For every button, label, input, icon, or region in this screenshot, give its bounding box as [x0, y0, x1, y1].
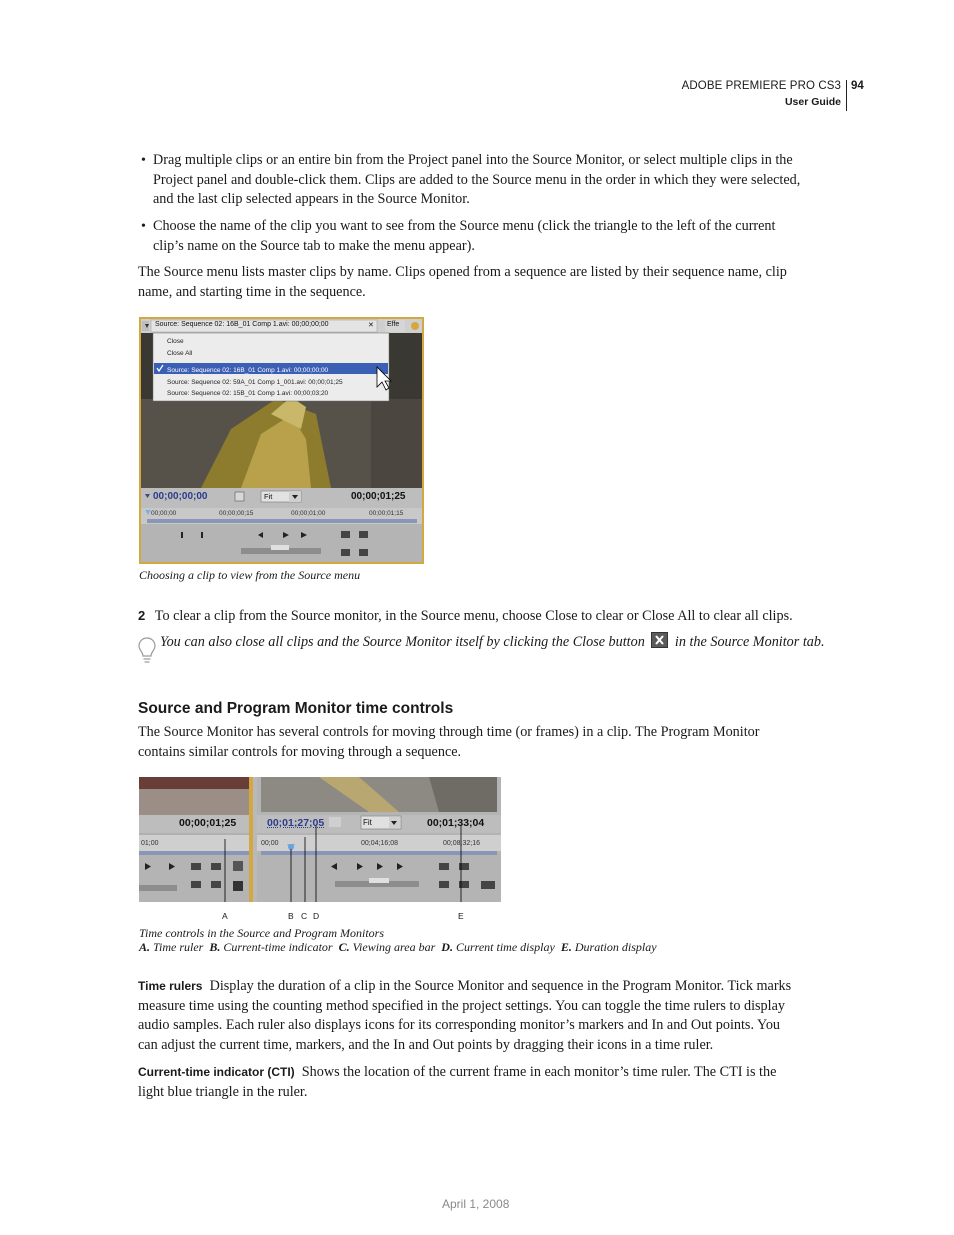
menu-item-clip[interactable]: Source: Sequence 02: 16B_01 Comp 1.avi: 00;00;00;00: [167, 367, 329, 375]
callout-c: C: [301, 911, 308, 921]
menu-item-close[interactable]: Close: [167, 338, 184, 345]
tip-text-after: in the Source Monitor tab.: [674, 634, 825, 650]
close-button-icon: [651, 632, 668, 648]
legend-key: E.: [560, 940, 572, 954]
callout-d: D: [313, 911, 320, 921]
duration-display: 00;00;01;25: [351, 491, 406, 502]
legend-label: Viewing area bar: [352, 940, 436, 954]
bullet-line: Drag multiple clips or an entire bin from the Project panel into the Source Monitor, or select multiple clips in the: [153, 152, 793, 168]
definition-line: can adjust the current time, markers, and the In and Out points by dragging their icons in a time ruler.: [138, 1036, 714, 1053]
step-2: [138, 606, 838, 627]
section-heading: Source and Program Monitor time controls: [138, 700, 454, 717]
figure-caption: Choosing a clip to view from the Source menu: [139, 568, 361, 582]
effects-tab-label[interactable]: Effe: [387, 321, 400, 328]
close-icon[interactable]: ✕: [368, 322, 374, 329]
definition-line: audio samples. Each ruler also displays icons for its corresponding monitor’s markers and In and Out points. You: [138, 1017, 781, 1034]
page-number: 94: [851, 80, 864, 92]
bullet-item: [153, 217, 833, 256]
callout-b: B: [288, 911, 294, 921]
callout-a: A: [222, 911, 228, 921]
definition-line: Display the duration of a clip in the Source Monitor and sequence in the Program Monitor. Tick marks: [209, 978, 792, 994]
source-menu: [167, 336, 343, 400]
menu-item-clip[interactable]: Source: Sequence 02: 59A_01 Comp 1_001.avi: 00;00;01;25: [167, 378, 343, 386]
left-ruler-label: 01;00: [141, 840, 159, 847]
definition-line: measure time using the counting method specified in the project settings. You can toggle the time rulers to display: [138, 997, 785, 1014]
bullet-line: Project panel and double-click them. Clips are added to the Source menu in the order in which they were selected,: [153, 171, 801, 188]
current-time-display[interactable]: 00;00;00;00: [153, 491, 208, 502]
definition-cti: [138, 1063, 828, 1102]
bullet-line: and the last clip selected appears in the Source Monitor.: [153, 191, 470, 208]
bullet-line: clip’s name on the Source tab to make the menu appear).: [153, 237, 475, 254]
tip-text: [160, 632, 840, 653]
bullet-item: [153, 151, 833, 210]
ruler-label: 00;00;01;15: [369, 510, 404, 517]
running-header-subtitle: User Guide: [784, 96, 841, 108]
source-tab-label[interactable]: Source: Sequence 02: 16B_01 Comp 1.avi: 00;00;00;00: [155, 321, 329, 328]
paragraph: [138, 263, 828, 302]
tip-text-before: You can also close all clips and the Source Monitor itself by clicking the Close button: [160, 634, 645, 650]
definition-term: Time rulers: [138, 979, 203, 993]
ruler-label: 00;00: [261, 840, 279, 847]
callout-e: E: [458, 911, 464, 921]
definition-term: Current-time indicator (CTI): [138, 1065, 295, 1079]
paragraph-line: name, and starting time in the sequence.: [138, 283, 366, 300]
duration-display: 00;01;33;04: [427, 817, 485, 829]
paragraph-line: The Source menu lists master clips by name. Clips opened from a sequence are listed by their sequence name, clip: [138, 264, 787, 280]
source-menu-screenshot: [139, 317, 424, 564]
legend-key: C.: [338, 940, 350, 954]
step-number: 2: [138, 608, 146, 623]
legend-key: A.: [139, 940, 151, 954]
bullet-marker: •: [141, 219, 146, 234]
legend-label: Duration display: [574, 940, 657, 954]
step-text: To clear a clip from the Source monitor, in the Source menu, choose Close to clear or Close All to clear all clips.: [154, 608, 793, 624]
ruler-label: 00;00;01;00: [291, 510, 326, 517]
left-duration-display: 00;00;01;25: [179, 817, 237, 829]
section-intro: [138, 723, 828, 762]
caption-legend: [139, 940, 657, 954]
ruler-label: 00;00;00: [151, 510, 177, 517]
legend-label: Current-time indicator: [223, 940, 333, 954]
zoom-select[interactable]: Fit: [264, 492, 273, 501]
bullet-line: Choose the name of the clip you want to see from the Source menu (click the triangle to the left of the current: [153, 218, 776, 234]
header-divider: [846, 80, 847, 111]
definition-line: Shows the location of the current frame in each monitor’s time ruler. The CTI is the: [301, 1064, 777, 1080]
ruler-label: 00;08;32;16: [443, 840, 480, 847]
ruler-label: 00;04;16;08: [361, 840, 398, 847]
footer-date: April 1, 2008: [442, 1197, 510, 1211]
figure-caption: [139, 926, 657, 954]
menu-item-close-all[interactable]: Close All: [167, 349, 193, 357]
legend-key: B.: [209, 940, 221, 954]
paragraph-line: The Source Monitor has several controls for moving through time (or frames) in a clip. The Program Monitor: [138, 724, 760, 740]
caption-title: Time controls in the Source and Program Monitors: [139, 926, 384, 940]
legend-key: D.: [441, 940, 453, 954]
definition-line: light blue triangle in the ruler.: [138, 1083, 308, 1100]
paragraph-line: contains similar controls for moving through a sequence.: [138, 743, 462, 760]
menu-item-clip[interactable]: Source: Sequence 02: 15B_01 Comp 1.avi: 00;00;03;20: [167, 390, 329, 398]
definition-time-rulers: [138, 977, 828, 1055]
lightbulb-icon: [138, 636, 156, 671]
running-header-title: ADOBE PREMIERE PRO CS3: [681, 80, 841, 92]
time-controls-screenshot: [139, 777, 501, 902]
legend-label: Time ruler: [153, 940, 204, 954]
ruler-label: 00;00;00;15: [219, 510, 254, 517]
bullet-marker: •: [141, 153, 146, 168]
current-time-display[interactable]: 00;01;27;05: [267, 817, 325, 829]
zoom-select[interactable]: Fit: [363, 818, 372, 827]
legend-label: Current time display: [455, 940, 555, 954]
